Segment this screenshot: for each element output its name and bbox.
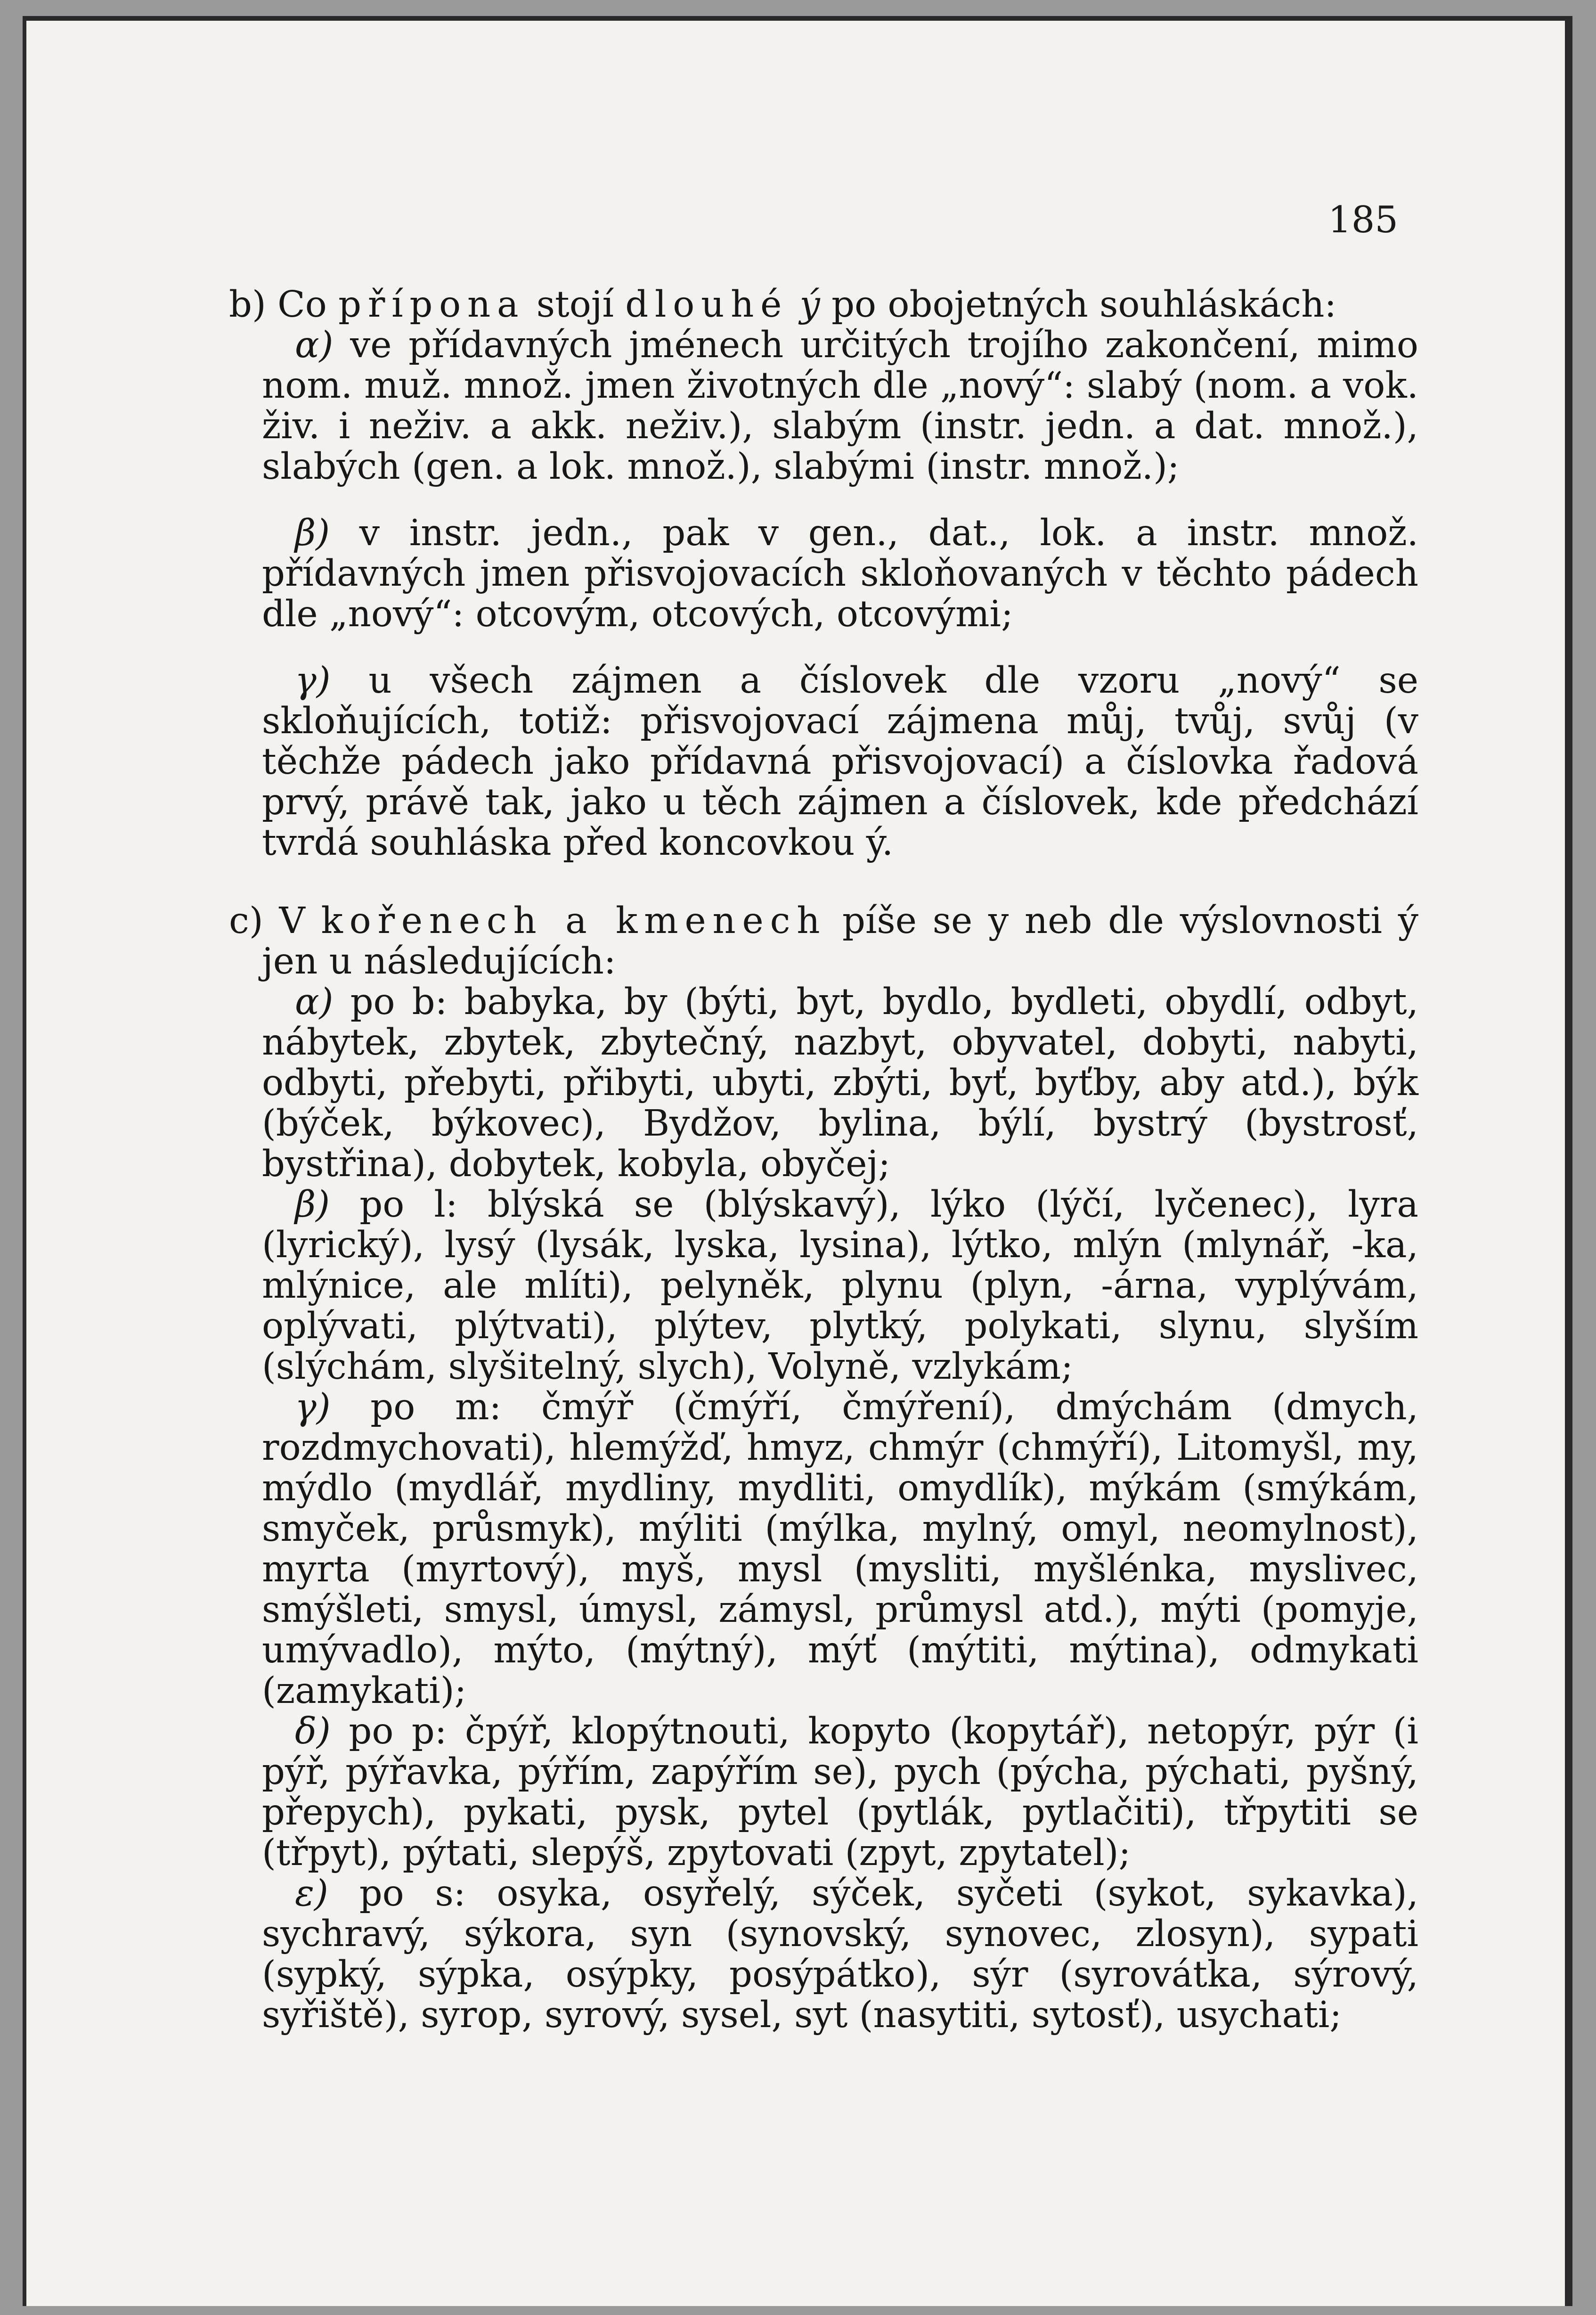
section-b-intro-spaced: přípona — [338, 284, 525, 326]
section-c-item-epsilon — [262, 1873, 1418, 2036]
section-c-label: c) — [229, 900, 263, 942]
section-b-item-gamma — [262, 661, 1418, 863]
item-text: v instr. jedn., pak v gen., dat., lok. a instr. množ. přídavných jmen přisvojovacích skloňovaných v těchto pádech dle „nový“: otcovým, otcových, otcovými; — [262, 512, 1418, 635]
item-label: γ) — [295, 660, 331, 702]
book-page — [23, 16, 1572, 2306]
section-b-heading — [229, 284, 1418, 326]
item-text: ve přídavných jménech určitých trojího zakončení, mimo nom. muž. množ. jmen životných dle „nový“: slabý (nom. a vok. živ. i neživ. a akk. neživ.), slabým (instr. jedn. a dat. množ.), slabých (gen. a lok. množ.), slabými (instr. množ.); — [262, 324, 1418, 488]
section-b — [229, 284, 1418, 864]
section-c-item-delta — [262, 1711, 1418, 1873]
item-label: β) — [295, 1184, 330, 1226]
item-label: α) — [295, 981, 334, 1023]
section-b-label: b) — [229, 284, 266, 326]
page-number: 185 — [1328, 199, 1398, 241]
section-c-intro-pre: V — [279, 900, 321, 942]
section-b-item-beta — [262, 513, 1418, 635]
scan-edge — [1565, 21, 1572, 2306]
section-b-item-alpha — [262, 325, 1418, 487]
item-text: po b: babyka, by (býti, byt, bydlo, bydleti, obydlí, odbyt, nábytek, zbytek, zbytečný, nazbyt, obyvatel, dobyti, nabyti, odbyti, přebyti, přibyti, ubyti, zbýti, byť, byťby, aby atd.), býk (býček, býkovec), Bydžov, bylina, býlí, bystrý (bystrosť, bystřina), dobytek, kobyla, obyčej; — [262, 981, 1418, 1185]
section-c-intro-post: píše se y neb dle výslovnosti ý jen u následujících: — [262, 900, 1418, 982]
item-label: β) — [295, 512, 330, 554]
section-b-intro-spaced2: dlouhé — [625, 284, 789, 326]
section-c-heading — [229, 900, 1418, 982]
page-body — [229, 284, 1418, 2036]
item-label: γ) — [295, 1386, 331, 1428]
item-text: po s: osyka, osyřelý, sýček, syčeti (sykot, sykavka), sychravý, sýkora, syn (synovský, synovec, zlosyn), sypati (sypký, sýpka, osýpky, posýpátko), sýr (syrovátka, sýrový, syřiště), syrop, syrový, sysel, syt (nasytiti, sytosť), usychati; — [262, 1873, 1418, 2036]
section-b-intro-pre: Co — [277, 284, 339, 326]
section-c-intro-spaced: kořenech a kmenech — [321, 900, 827, 942]
item-text: u všech zájmen a číslovek dle vzoru „nový“ se skloňujících, totiž: přisvojovací zájmena můj, tvůj, svůj (v těchže pádech jako přídavná přisvojovací) a číslovka řadová prvý, právě tak, jako u těch zájmen a číslovek, kde předchází tvrdá souhláska před koncovkou ý. — [262, 660, 1418, 864]
section-c-item-alpha — [262, 982, 1418, 1185]
section-c — [229, 900, 1418, 2036]
section-b-intro-y: ý — [788, 284, 832, 326]
section-c-item-beta — [262, 1185, 1418, 1387]
item-label: δ) — [295, 1710, 331, 1752]
section-b-intro-mid: stojí — [525, 284, 626, 326]
item-label: α) — [295, 324, 334, 366]
item-text: po m: čmýř (čmýří, čmýření), dmýchám (dmych, rozdmychovati), hlemýžď, hmyz, chmýr (chmýří), Litomyšl, my, mýdlo (mydlář, mydliny, mydliti, omydlík), mýkám (smýkám, smyček, průsmyk), mýliti (mýlka, mylný, omyl, neomylnost), myrta (myrtový), myš, mysl (mysliti, myšlénka, myslivec, smýšleti, smysl, úmysl, zámysl, průmysl atd.), mýti (pomyje, umývadlo), mýto, (mýtný), mýť (mýtiti, mýtina), odmykati (zamykati); — [262, 1386, 1418, 1712]
section-b-intro-post: po obojetných souhláskách: — [831, 284, 1337, 326]
item-label: ε) — [295, 1873, 328, 1914]
section-c-item-gamma — [262, 1387, 1418, 1711]
item-text: po p: čpýř, klopýtnouti, kopyto (kopytář), netopýr, pýr (i pýř, pýřavka, pýřím, zapýřím se), pych (pýcha, pýchati, pyšný, přepych), pykati, pysk, pytel (pytlák, pytlačiti), třpytiti se (třpyt), pýtati, slepýš, zpytovati (zpyt, zpytatel); — [262, 1710, 1418, 1874]
item-text: po l: blýská se (blýskavý), lýko (lýčí, lyčenec), lyra (lyrický), lysý (lysák, lyska, lysina), lýtko, mlýn (mlynář, -ka, mlýnice, ale mlíti), pelyněk, plynu (plyn, -árna, vyplývám, oplývati, plýtvati), plýtev, plytký, polykati, slynu, slyším (slýchám, slyšitelný, slych), Volyně, vzlykám; — [262, 1184, 1418, 1388]
